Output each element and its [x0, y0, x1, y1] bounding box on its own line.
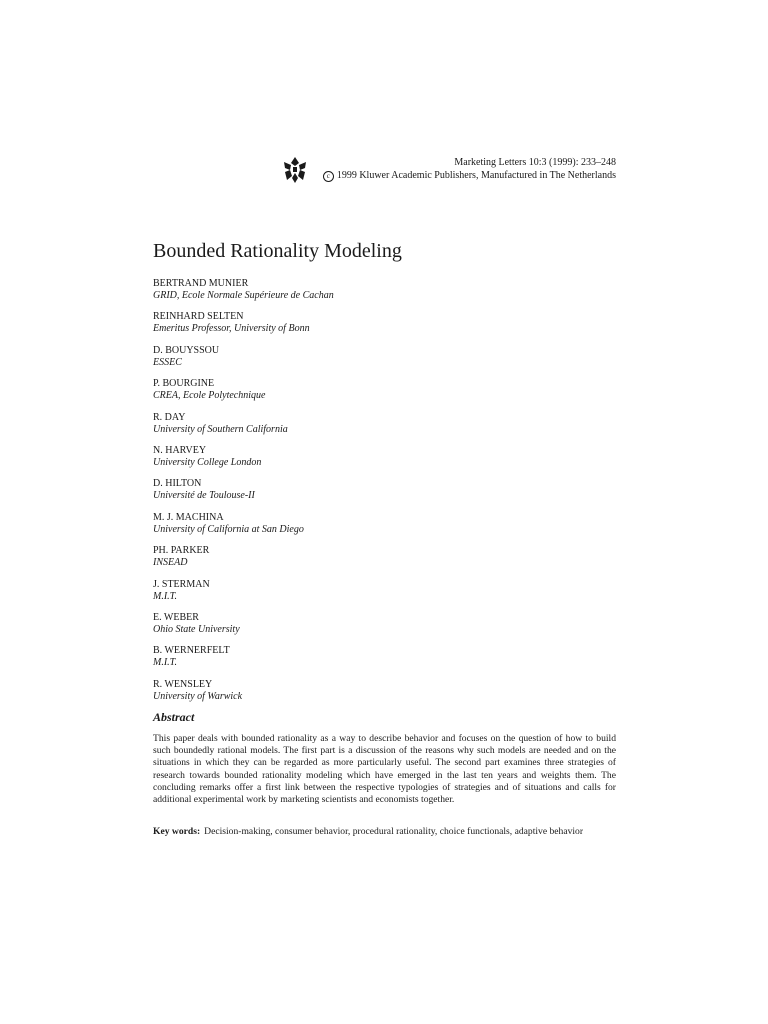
author-entry: [153, 278, 623, 311]
author-entry: [153, 311, 623, 344]
author-entry: [153, 478, 623, 511]
publisher-logo-icon: [282, 156, 308, 184]
author-name: B. WERNERFELT: [153, 645, 230, 657]
author-name: J. STERMAN: [153, 578, 210, 590]
abstract-heading: Abstract: [153, 710, 195, 724]
author-affiliation: M.I.T.: [153, 657, 177, 669]
author-affiliation: University of Southern California: [153, 423, 288, 435]
copyright-icon: c: [323, 171, 334, 182]
author-affiliation: INSEAD: [153, 557, 188, 569]
abstract-text: This paper deals with bounded rationality as a way to describe behavior and focuses on the question of how to build such boundedly rational models. The first part is a discussion of the reasons why such models are needed and on the situations in which they can be regarded as more particularly useful. The second part examines three strategies of research towards bounded rationality modeling which have emerged in the last ten years and weights them. The concluding remarks offer a first link between the respective typologies of strategies and of situations and calls for additional experimental work by marketing scientists and economists together.: [153, 733, 616, 806]
paper-title: Bounded Rationality Modeling: [153, 240, 402, 262]
author-affiliation: University of California at San Diego: [153, 523, 304, 535]
author-entry: [153, 679, 623, 712]
author-name: D. HILTON: [153, 478, 202, 490]
author-name: P. BOURGINE: [153, 378, 215, 390]
journal-citation: Marketing Letters 10:3 (1999): 233–248: [454, 157, 616, 168]
author-entry: [153, 645, 623, 678]
author-name: REINHARD SELTEN: [153, 311, 244, 323]
author-name: E. WEBER: [153, 611, 199, 623]
author-affiliation: ESSEC: [153, 356, 182, 368]
author-entry: [153, 579, 623, 612]
keywords-line: [153, 826, 623, 838]
author-affiliation: Emeritus Professor, University of Bonn: [153, 323, 310, 335]
author-entry: [153, 612, 623, 645]
author-name: N. HARVEY: [153, 444, 207, 456]
author-entry: [153, 378, 623, 411]
author-affiliation: Ohio State University: [153, 623, 240, 635]
author-entry: [153, 545, 623, 578]
author-name: R. WENSLEY: [153, 678, 213, 690]
author-name: M. J. MACHINA: [153, 511, 224, 523]
author-affiliation: GRID, Ecole Normale Supérieure de Cachan: [153, 290, 334, 301]
author-affiliation: University of Warwick: [153, 690, 243, 702]
author-entry: [153, 345, 623, 378]
copyright-text: 1999 Kluwer Academic Publishers, Manufactured in The Netherlands: [336, 170, 616, 181]
author-affiliation: Université de Toulouse-II: [153, 490, 255, 502]
author-name: PH. PARKER: [153, 545, 210, 557]
author-name: BERTRAND MUNIER: [153, 278, 249, 289]
keywords-text: Decision-making, consumer behavior, procedural rationality, choice functionals, adaptive behavior: [204, 826, 584, 837]
author-entry: [153, 512, 623, 545]
author-entry: [153, 412, 623, 445]
author-list: [153, 278, 623, 712]
author-entry: [153, 445, 623, 478]
keywords-label: Key words:: [153, 826, 201, 837]
journal-header: [280, 156, 616, 192]
author-affiliation: CREA, Ecole Polytechnique: [153, 390, 266, 402]
author-affiliation: University College London: [153, 456, 262, 468]
author-name: D. BOUYSSOU: [153, 344, 220, 356]
copyright-notice: [323, 170, 616, 182]
author-affiliation: M.I.T.: [153, 590, 177, 602]
author-name: R. DAY: [153, 411, 186, 423]
